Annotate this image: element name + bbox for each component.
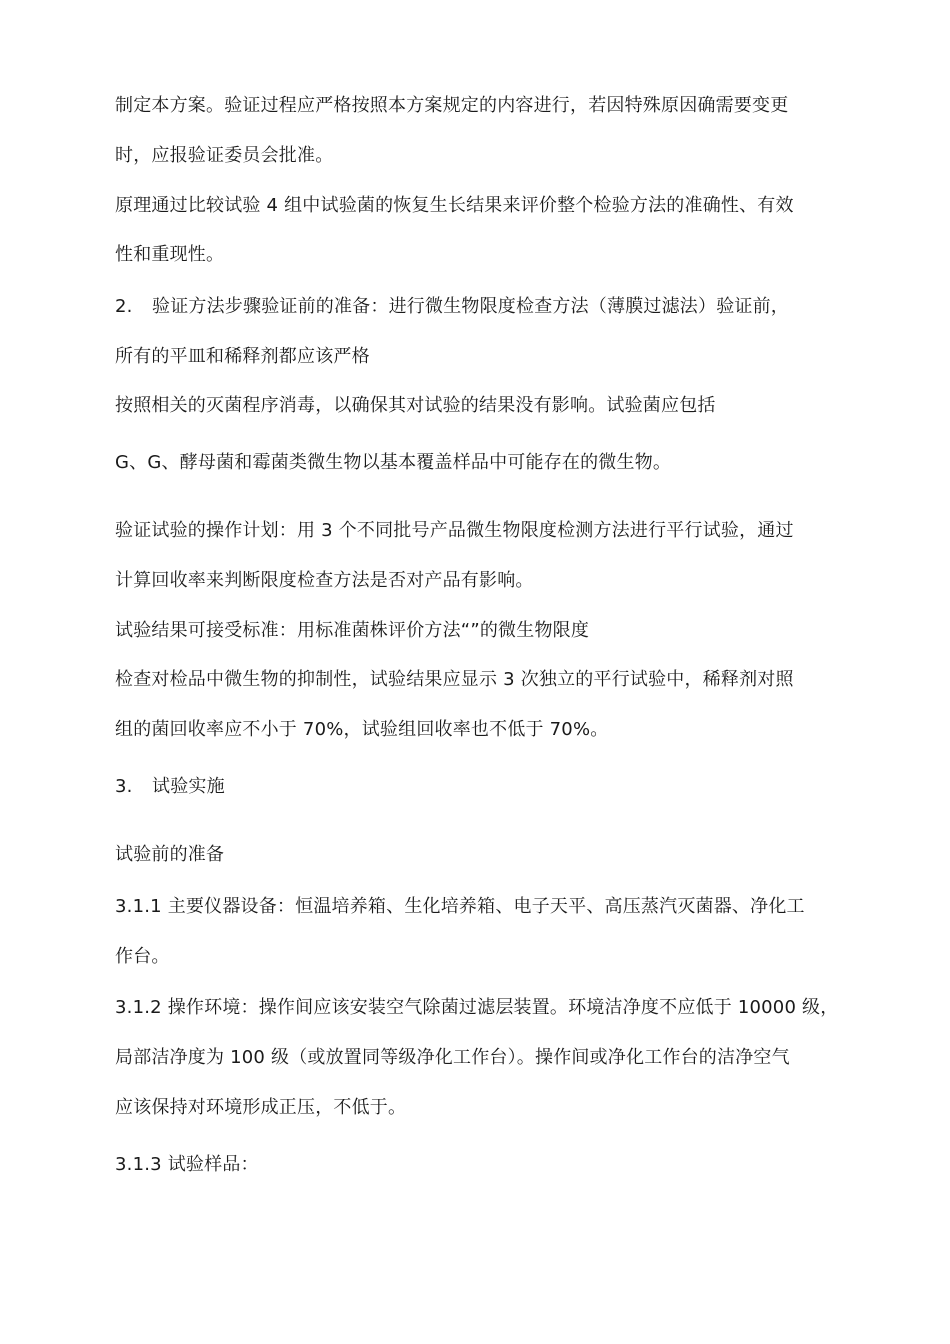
paragraph-line: 局部洁净度为 100 级（或放置同等级净化工作台）。操作间或净化工作台的洁净空气 bbox=[115, 1047, 790, 1068]
section-2-text: 验证方法步骤验证前的准备：进行微生物限度检查方法（薄膜过滤法）验证前， bbox=[152, 296, 789, 317]
paragraph-line: 作台。 bbox=[115, 946, 170, 967]
paragraph-line: 3.1.1 主要仪器设备：恒温培养箱、生化培养箱、电子天平、高压蒸汽灭菌器、净化工 bbox=[115, 896, 805, 917]
paragraph-line: 验证试验的操作计划：用 3 个不同批号产品微生物限度检测方法进行平行试验，通过 bbox=[115, 520, 794, 541]
paragraph-line: 所有的平皿和稀释剂都应该严格 bbox=[115, 346, 370, 367]
paragraph-line: 组的菌回收率应不小于 70%，试验组回收率也不低于 70%。 bbox=[115, 719, 609, 740]
paragraph-line: 试验前的准备 bbox=[115, 844, 225, 865]
paragraph-line: 试验结果可接受标准：用标准菌株评价方法“”的微生物限度 bbox=[115, 620, 590, 641]
paragraph-line: 原理通过比较试验 4 组中试验菌的恢复生长结果来评价整个检验方法的准确性、有效 bbox=[115, 195, 794, 216]
section-2-heading bbox=[115, 295, 789, 319]
paragraph-line: 应该保持对环境形成正压，不低于。 bbox=[115, 1097, 407, 1118]
section-3-text: 试验实施 bbox=[152, 776, 225, 797]
paragraph-line: 按照相关的灭菌程序消毒，以确保其对试验的结果没有影响。试验菌应包括 bbox=[115, 395, 716, 416]
paragraph-line: 计算回收率来判断限度检查方法是否对产品有影响。 bbox=[115, 570, 534, 591]
section-3-heading bbox=[115, 775, 225, 799]
paragraph-line: G、G、酵母菌和霉菌类微生物以基本覆盖样品中可能存在的微生物。 bbox=[115, 452, 672, 473]
paragraph-line: 性和重现性。 bbox=[115, 244, 225, 265]
paragraph-line: 3.1.2 操作环境：操作间应该安装空气除菌过滤层装置。环境洁净度不应低于 10000 级， bbox=[115, 997, 839, 1018]
paragraph-line: 3.1.3 试验样品： bbox=[115, 1154, 259, 1175]
paragraph-line: 时，应报验证委员会批准。 bbox=[115, 145, 334, 166]
paragraph-line: 制定本方案。验证过程应严格按照本方案规定的内容进行，若因特殊原因确需要变更 bbox=[115, 95, 789, 116]
section-number: 2. bbox=[115, 296, 133, 317]
paragraph-line: 检查对检品中微生物的抑制性，试验结果应显示 3 次独立的平行试验中，稀释剂对照 bbox=[115, 669, 794, 690]
section-number: 3. bbox=[115, 776, 133, 797]
